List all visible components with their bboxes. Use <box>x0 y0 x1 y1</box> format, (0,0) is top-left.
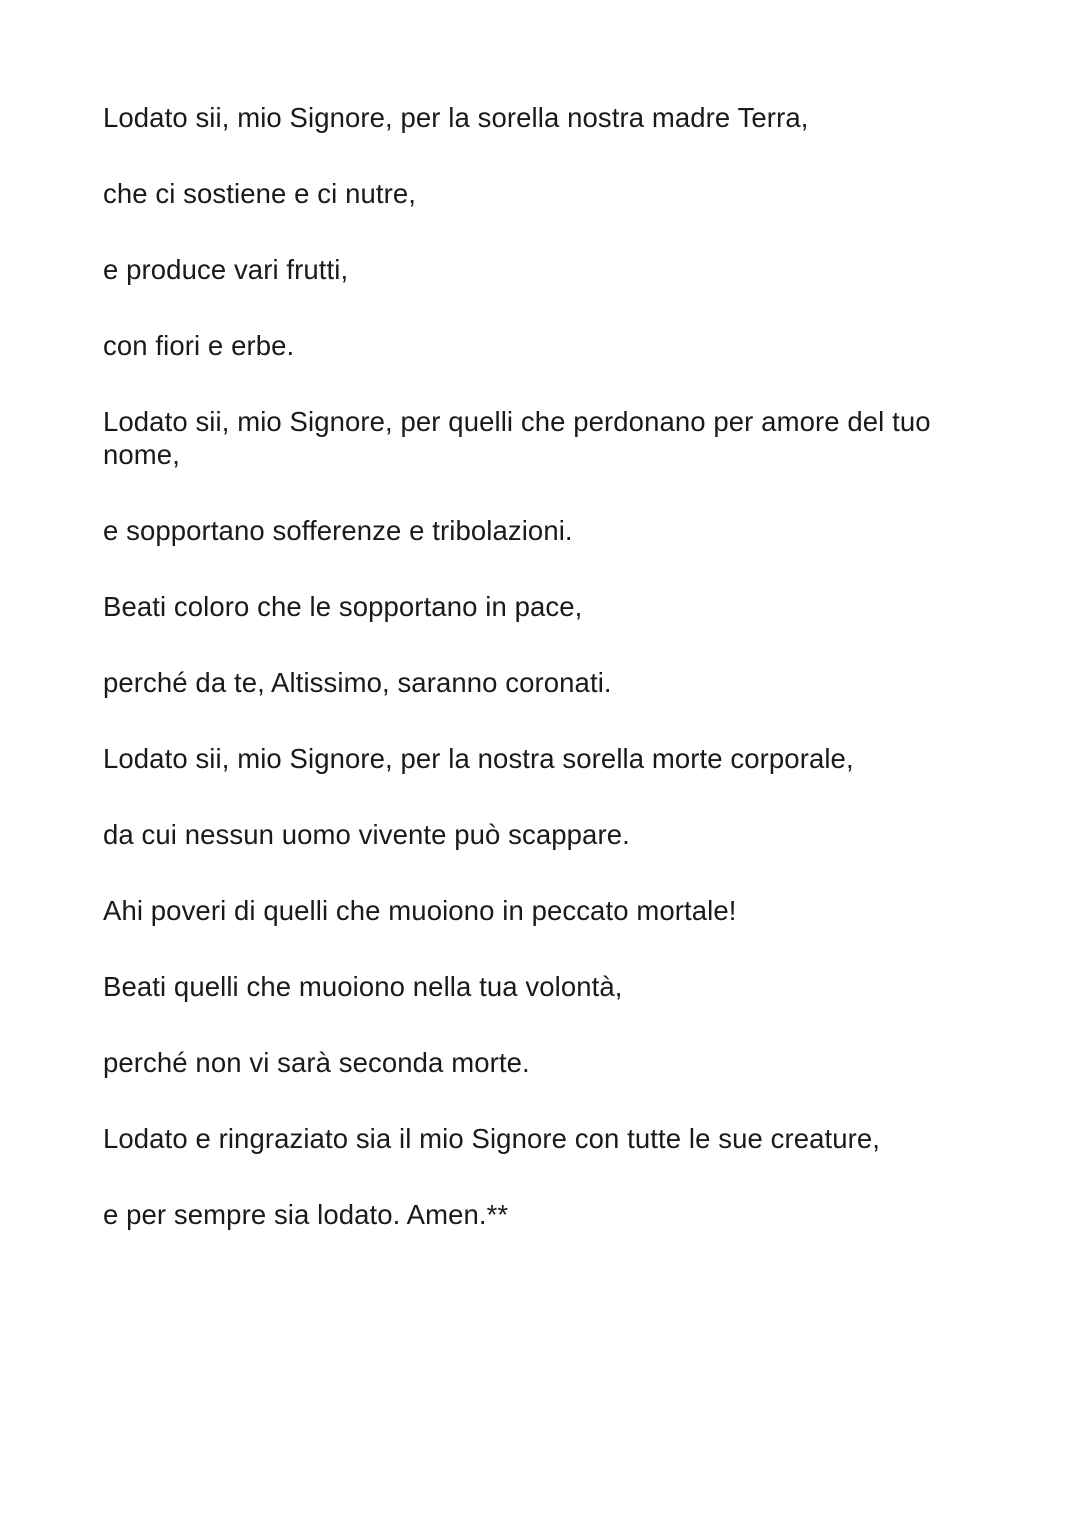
verse-line: Lodato sii, mio Signore, per la sorella nostra madre Terra, <box>103 102 809 133</box>
verse-line: con fiori e erbe. <box>103 330 295 361</box>
verse-line: e produce vari frutti, <box>103 254 349 285</box>
verse-line: Ahi poveri di quelli che muoiono in peccato mortale! <box>103 895 737 926</box>
verse-line: Lodato e ringraziato sia il mio Signore con tutte le sue creature, <box>103 1123 881 1154</box>
verse-line: e sopportano sofferenze e tribolazioni. <box>103 515 573 546</box>
verse-line: Beati coloro che le sopportano in pace, <box>103 591 583 622</box>
poem-text <box>103 101 963 1274</box>
verse-line: Beati quelli che muoiono nella tua volontà, <box>103 971 623 1002</box>
verse-line: perché non vi sarà seconda morte. <box>103 1047 530 1078</box>
verse-line: che ci sostiene e ci nutre, <box>103 178 417 209</box>
verse-line: Lodato sii, mio Signore, per quelli che perdonano per amore del tuo nome, <box>103 406 931 470</box>
verse-line: perché da te, Altissimo, saranno coronati. <box>103 667 612 698</box>
verse-line: e per sempre sia lodato. Amen.** <box>103 1199 509 1230</box>
verse-line: Lodato sii, mio Signore, per la nostra sorella morte corporale, <box>103 743 854 774</box>
verse-line: da cui nessun uomo vivente può scappare. <box>103 819 630 850</box>
